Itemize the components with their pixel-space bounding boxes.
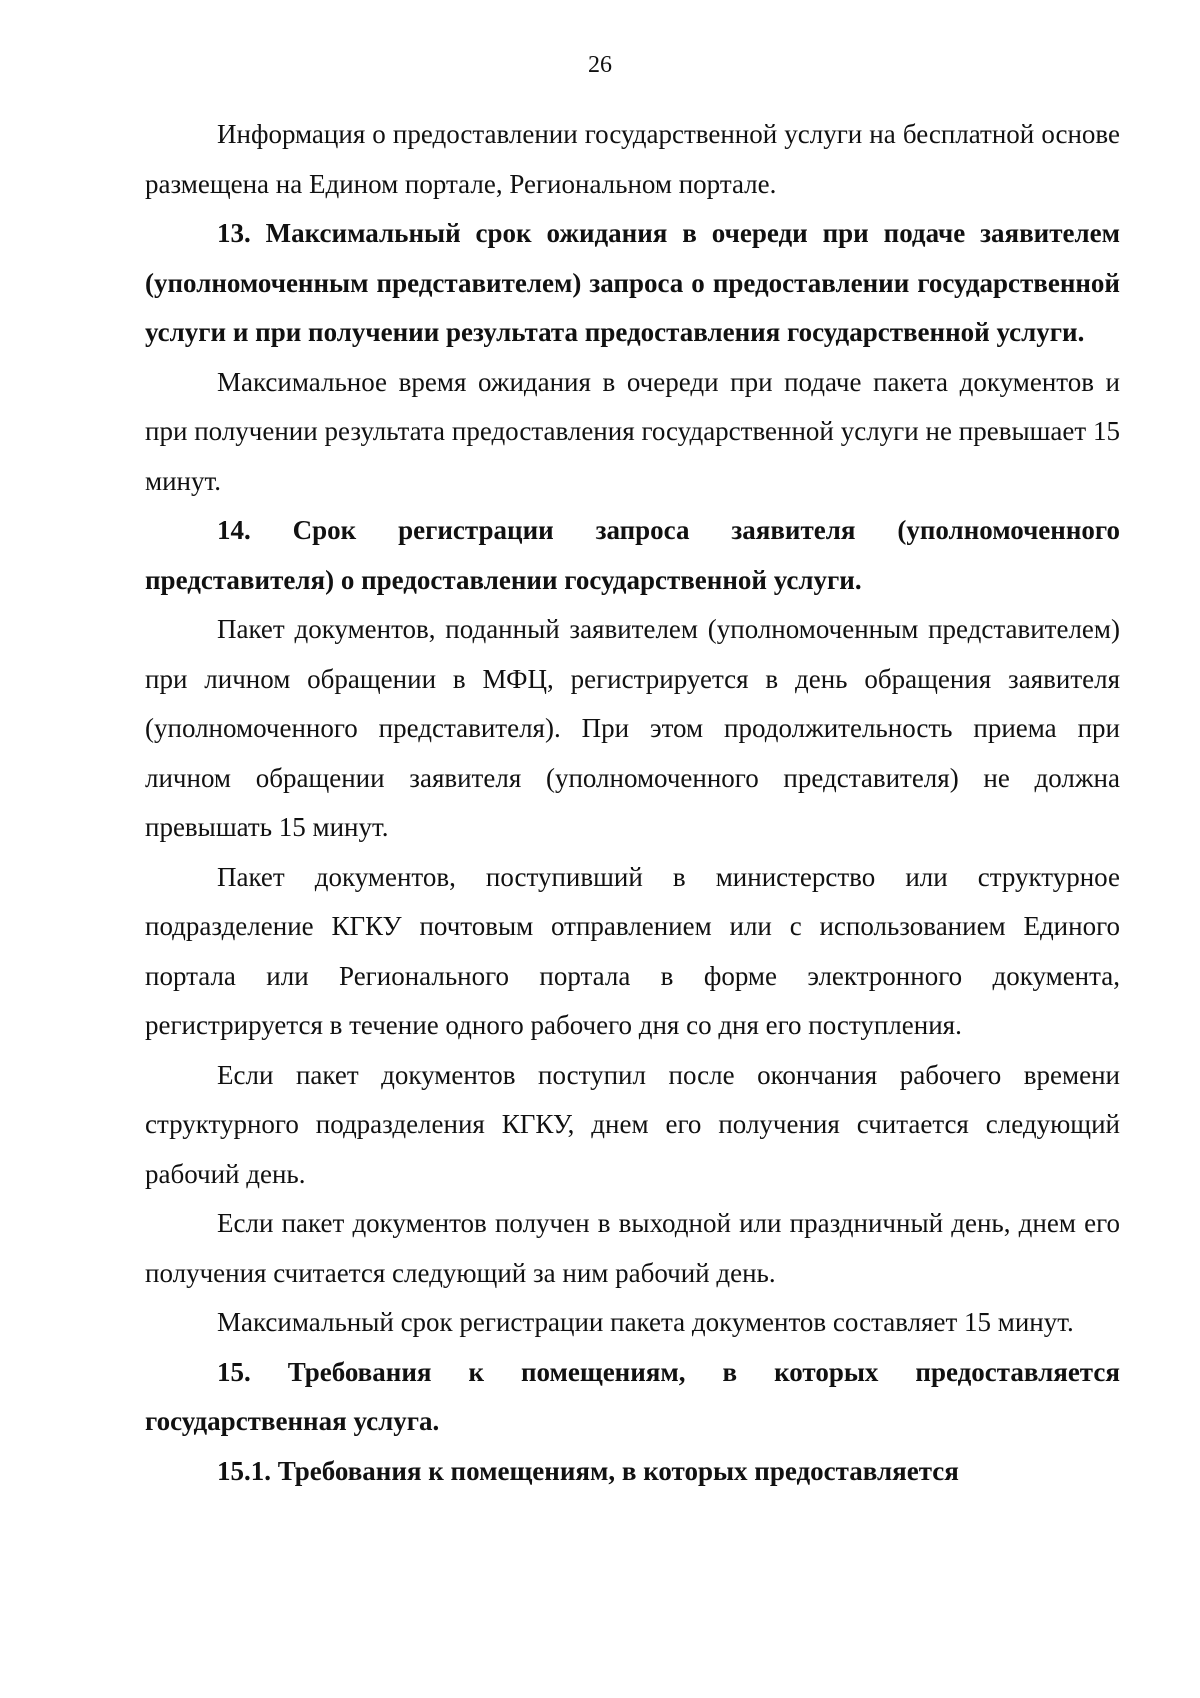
- heading-section-13: 13. Максимальный срок ожидания в очереди при подаче заявителем (уполномоченным представителем) запроса о предоставлении государственной услуги и при получении результата предоставления государственной услуги.: [145, 218, 1120, 347]
- document-body: [145, 110, 1120, 1496]
- heading-section-14: 14. Срок регистрации запроса заявителя (уполномоченного представителя) о предоставлении государственной услуги.: [145, 515, 1120, 595]
- paragraph-mfc-registration: Пакет документов, поданный заявителем (уполномоченным представителем) при личном обращении в МФЦ, регистрируется в день обращения заявителя (уполномоченного представителя). При этом продолжительность приема при личном обращении заявителя (уполномоченного представителя) не должна превышать 15 минут.: [145, 614, 1120, 842]
- page-number: 26: [588, 52, 612, 78]
- paragraph-max-wait-time: Максимальное время ожидания в очереди при подаче пакета документов и при получении результата предоставления государственной услуги не превышает 15 минут.: [145, 366, 1120, 496]
- paragraph-max-registration-time: Максимальный срок регистрации пакета документов составляет 15 минут.: [217, 1307, 1074, 1337]
- heading-section-15: 15. Требования к помещениям, в которых предоставляется государственная услуга.: [145, 1356, 1120, 1436]
- paragraph-free-info: Информация о предоставлении государственной услуги на бесплатной основе размещена на Едином портале, Региональном портале.: [145, 119, 1120, 199]
- paragraph-after-hours: Если пакет документов поступил после окончания рабочего времени структурного подразделения КГКУ, днем его получения считается следующий рабочий день.: [145, 1059, 1120, 1189]
- paragraph-postal-registration: Пакет документов, поступивший в министерство или структурное подразделение КГКУ почтовым отправлением или с использованием Единого портала или Регионального портала в форме электронного документа, регистрируется в течение одного рабочего дня со дня его поступления.: [145, 861, 1120, 1040]
- paragraph-holiday: Если пакет документов получен в выходной или праздничный день, днем его получения считается следующий за ним рабочий день.: [145, 1208, 1120, 1288]
- heading-section-15-1: 15.1. Требования к помещениям, в которых предоставляется: [217, 1455, 959, 1486]
